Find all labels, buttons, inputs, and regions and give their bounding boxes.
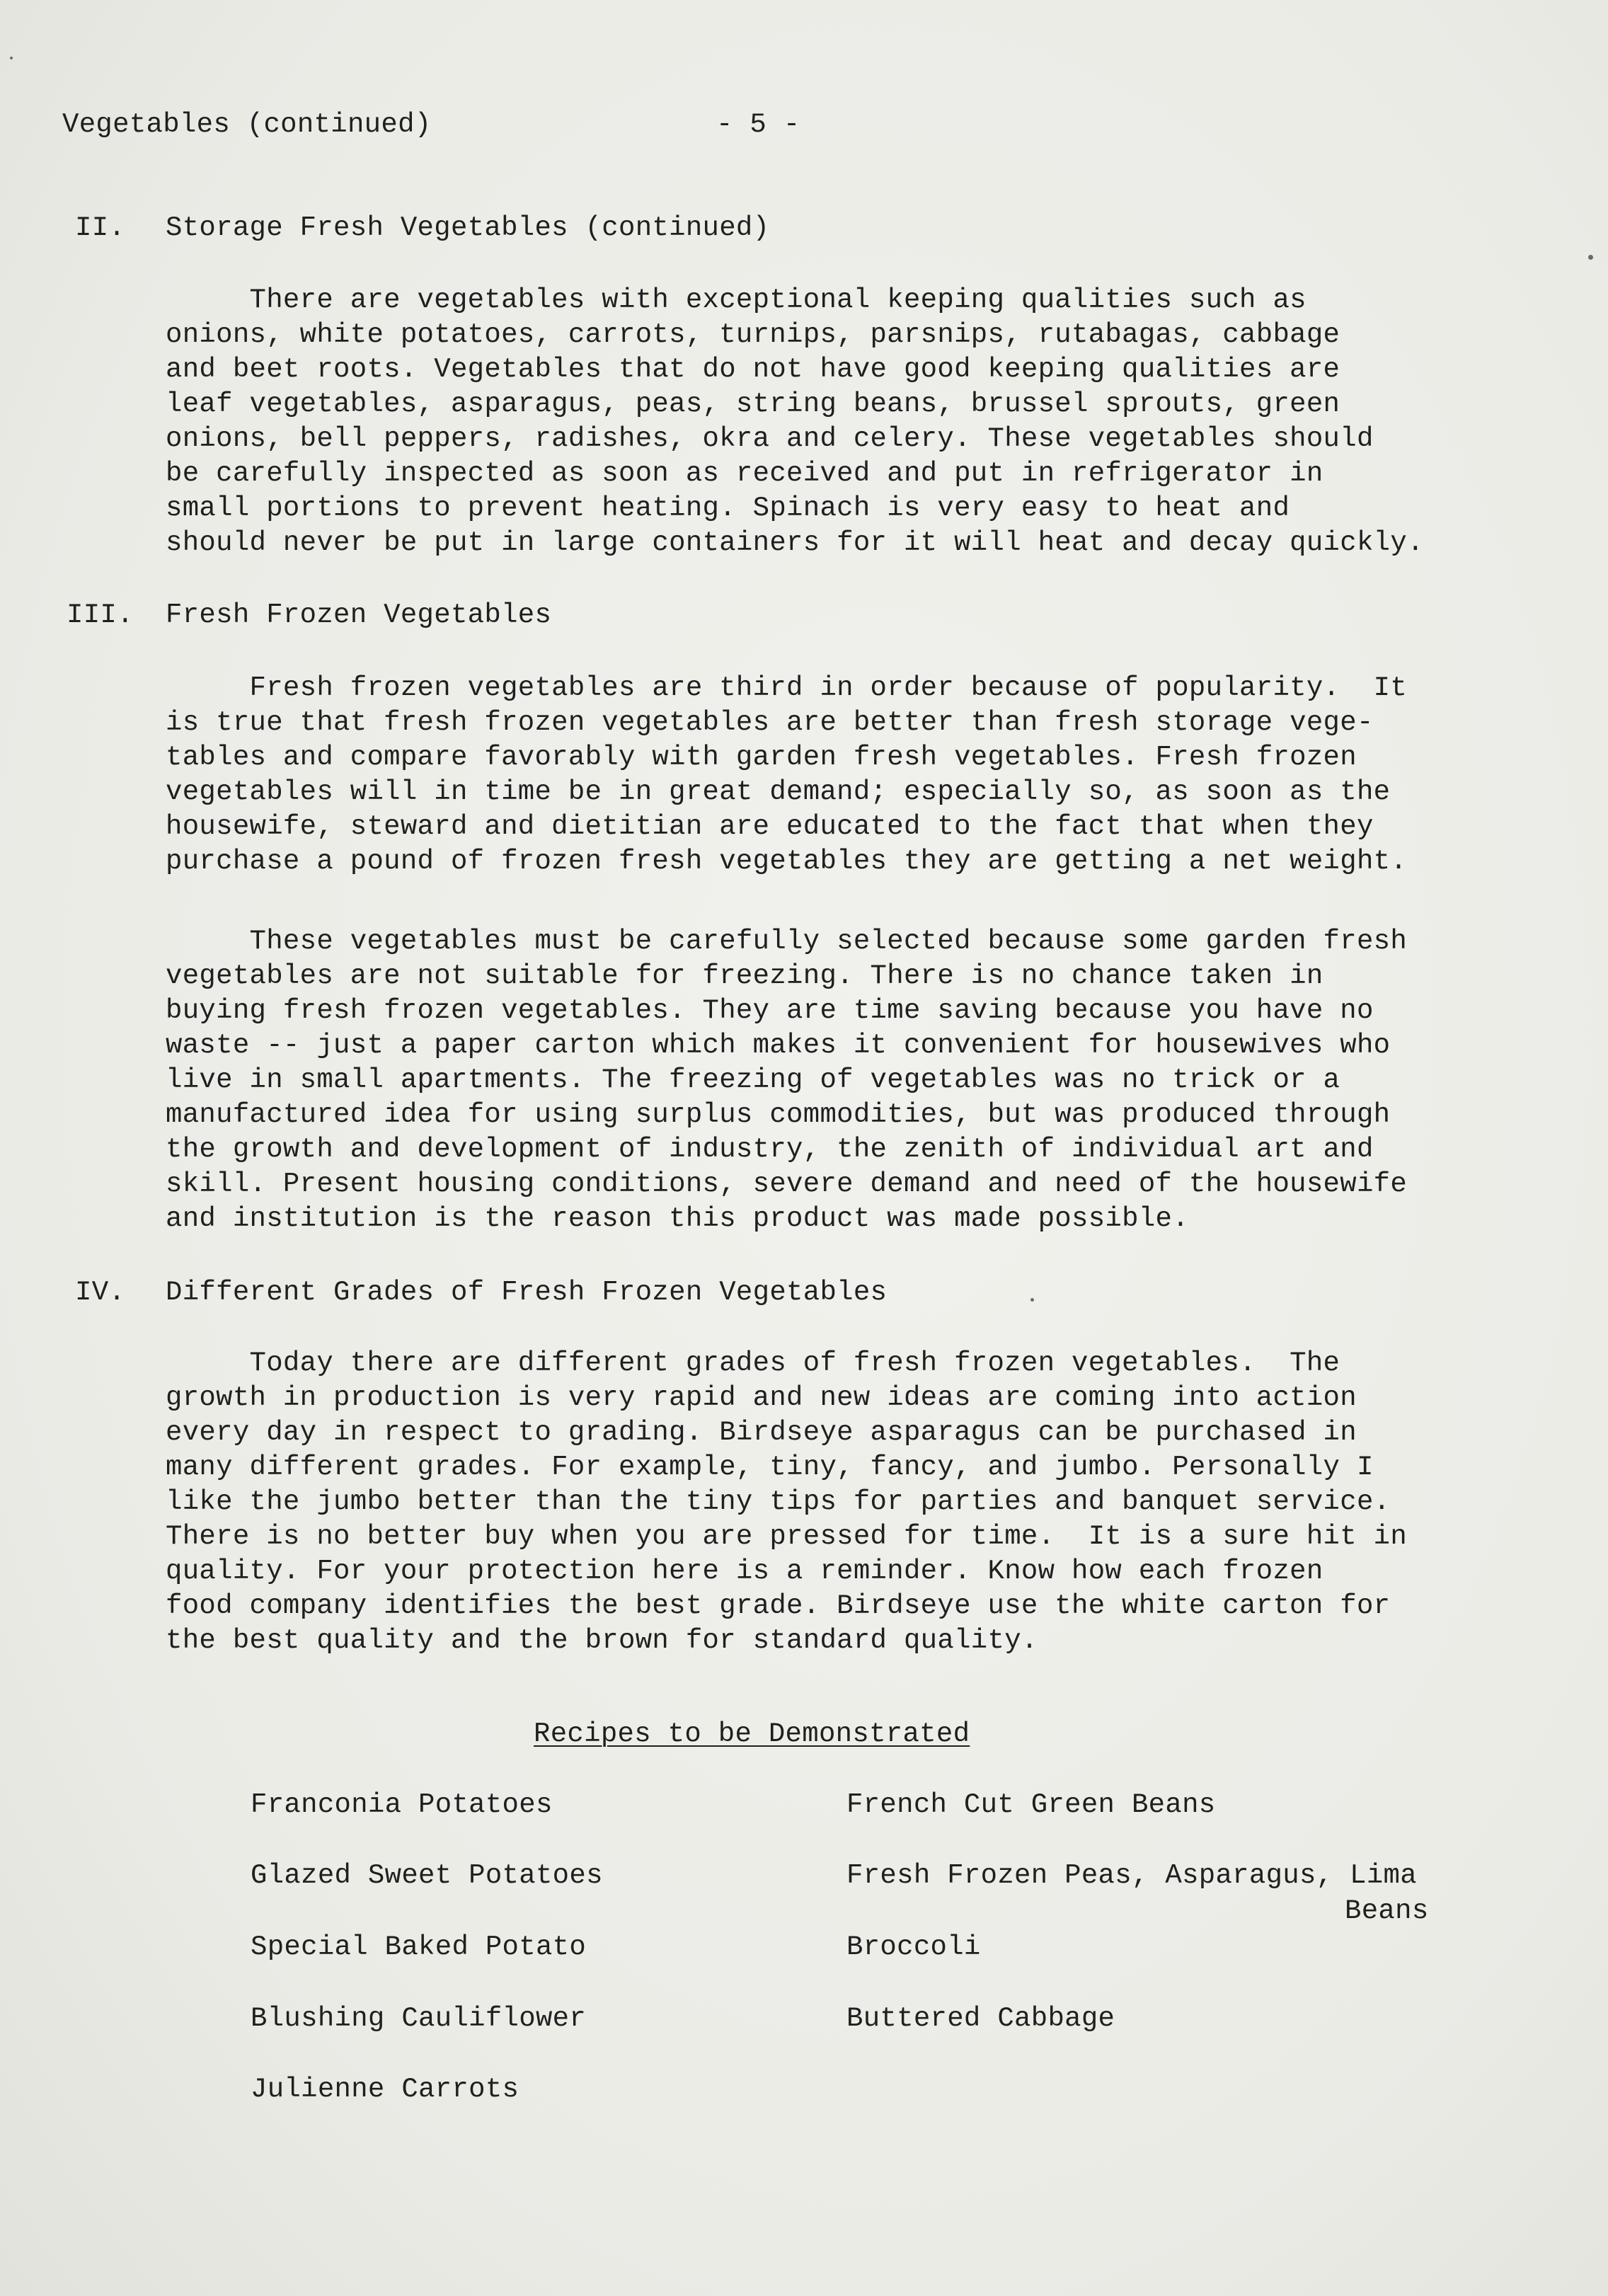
text-line: live in small apartments. The freezing of vegetables was no trick or a xyxy=(166,1064,1340,1096)
section-ii-paragraph-1 xyxy=(166,283,1424,561)
text-line: onions, bell peppers, radishes, okra and celery. These vegetables should xyxy=(166,423,1374,454)
section-iii-numeral: III. xyxy=(67,599,134,631)
text-line: and institution is the reason this product was made possible. xyxy=(166,1203,1189,1234)
text-line: the growth and development of industry, the zenith of individual art and xyxy=(166,1134,1374,1165)
text-line: skill. Present housing conditions, severe demand and need of the housewife xyxy=(166,1169,1408,1200)
text-line: quality. For your protection here is a reminder. Know how each frozen xyxy=(166,1556,1323,1587)
text-line: growth in production is very rapid and new ideas are coming into action xyxy=(166,1382,1357,1413)
recipe-right-4: Buttered Cabbage xyxy=(846,2003,1115,2034)
text-line: small portions to prevent heating. Spinach is very easy to heat and xyxy=(166,493,1290,524)
text-line: Today there are different grades of fresh frozen vegetables. The xyxy=(166,1348,1340,1379)
text-line: leaf vegetables, asparagus, peas, string beans, brussel sprouts, green xyxy=(166,389,1340,420)
section-iv-title: Different Grades of Fresh Frozen Vegetables xyxy=(166,1277,888,1308)
section-iii-paragraph-2 xyxy=(166,924,1407,1236)
text-line: housewife, steward and dietitian are educated to the fact that when they xyxy=(166,811,1374,842)
text-line: manufactured idea for using surplus commodities, but was produced through xyxy=(166,1099,1391,1130)
text-line: should never be put in large containers for it will heat and decay quickly. xyxy=(166,527,1424,558)
recipe-right-1: French Cut Green Beans xyxy=(846,1789,1216,1820)
paper-speck xyxy=(1588,255,1593,260)
section-iii-title: Fresh Frozen Vegetables xyxy=(166,599,552,631)
text-line: onions, white potatoes, carrots, turnips, parsnips, rutabagas, cabbage xyxy=(166,319,1340,350)
text-line: There are vegetables with exceptional keeping qualities such as xyxy=(166,285,1306,316)
recipe-right-2: Fresh Frozen Peas, Asparagus, Lima xyxy=(846,1860,1417,1891)
text-line: waste -- just a paper carton which makes it convenient for housewives who xyxy=(166,1030,1391,1061)
section-ii-title: Storage Fresh Vegetables (continued) xyxy=(166,212,770,243)
text-line: many different grades. For example, tiny, fancy, and jumbo. Personally I xyxy=(166,1452,1374,1483)
text-line: tables and compare favorably with garden fresh vegetables. Fresh frozen xyxy=(166,742,1357,773)
recipes-heading: Recipes to be Demonstrated xyxy=(534,1718,970,1750)
text-line: food company identifies the best grade. Birdseye use the white carton for xyxy=(166,1590,1391,1621)
text-line: vegetables will in time be in great demand; especially so, as soon as the xyxy=(166,776,1391,808)
section-ii-numeral: II. xyxy=(75,212,126,243)
text-line: There is no better buy when you are pressed for time. It is a sure hit in xyxy=(166,1521,1408,1552)
text-line: is true that fresh frozen vegetables are better than fresh storage vege- xyxy=(166,707,1374,738)
text-line: buying fresh frozen vegetables. They are time saving because you have no xyxy=(166,995,1374,1026)
recipe-right-3: Broccoli xyxy=(846,1931,981,1963)
paper-speck xyxy=(1030,1298,1034,1302)
section-iv-paragraph-1 xyxy=(166,1346,1407,1658)
recipe-left-3: Special Baked Potato xyxy=(251,1931,587,1963)
section-iii-paragraph-1 xyxy=(166,671,1407,879)
text-line: These vegetables must be carefully selected because some garden fresh xyxy=(166,926,1408,957)
running-title: Vegetables (continued) xyxy=(62,109,432,140)
text-line: every day in respect to grading. Birdseye asparagus can be purchased in xyxy=(166,1417,1357,1448)
text-line: be carefully inspected as soon as received and put in refrigerator in xyxy=(166,458,1323,489)
text-line: Fresh frozen vegetables are third in order because of popularity. It xyxy=(166,672,1408,704)
text-line: like the jumbo better than the tiny tips for parties and banquet service. xyxy=(166,1486,1391,1517)
recipe-left-5: Julienne Carrots xyxy=(251,2074,519,2105)
section-iv-numeral: IV. xyxy=(75,1277,126,1308)
text-line: vegetables are not suitable for freezing. There is no chance taken in xyxy=(166,960,1323,992)
paper-speck xyxy=(10,57,13,59)
recipe-left-2: Glazed Sweet Potatoes xyxy=(251,1860,603,1891)
text-line: purchase a pound of frozen fresh vegetables they are getting a net weight. xyxy=(166,846,1408,877)
recipe-right-2-continued: Beans xyxy=(1345,1895,1429,1927)
recipe-left-1: Franconia Potatoes xyxy=(251,1789,553,1820)
text-line: the best quality and the brown for standard quality. xyxy=(166,1625,1038,1656)
recipe-left-4: Blushing Cauliflower xyxy=(251,2003,587,2034)
text-line: and beet roots. Vegetables that do not have good keeping qualities are xyxy=(166,354,1340,385)
page-number: - 5 - xyxy=(716,109,800,140)
